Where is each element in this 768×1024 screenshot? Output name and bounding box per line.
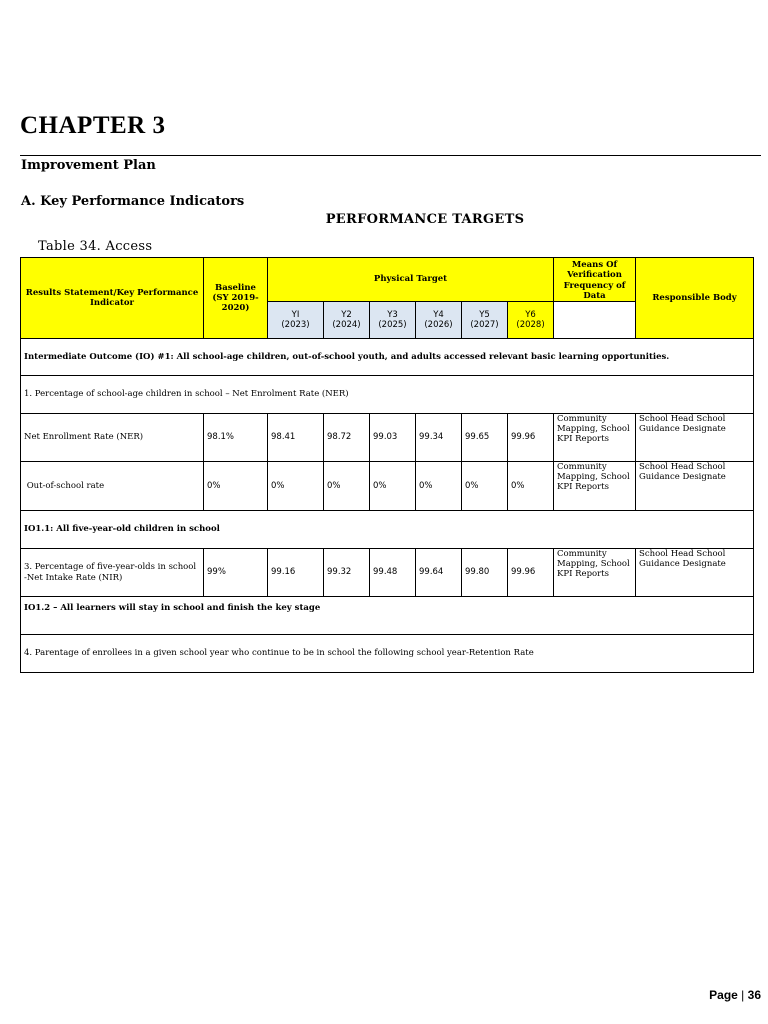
title-rule <box>20 155 761 156</box>
target-cell: 99.96 <box>508 414 554 462</box>
target-cell: 99.64 <box>416 549 462 597</box>
target-cell: 99.03 <box>370 414 416 462</box>
item1-text: 1. Percentage of school-age children in school – Net Enrolment Rate (NER) <box>21 376 754 414</box>
indicator-cell: Net Enrollment Rate (NER) <box>21 414 204 462</box>
subtitle: Improvement Plan <box>21 158 156 173</box>
header-means-blank <box>554 302 636 339</box>
page-separator: | <box>741 988 745 1002</box>
table-row <box>21 414 754 462</box>
target-cell: 99.34 <box>416 414 462 462</box>
baseline-cell: 98.1% <box>204 414 268 462</box>
header-baseline: Baseline (SY 2019-2020) <box>204 258 268 339</box>
io12-text: IO1.2 – All learners will stay in school and finish the key stage <box>21 597 754 635</box>
target-cell: 0% <box>370 462 416 511</box>
io12-row <box>21 597 754 635</box>
target-cell: 99.96 <box>508 549 554 597</box>
header-responsible: Responsible Body <box>636 258 754 339</box>
means-cell: Community Mapping, School KPI Reports <box>554 549 636 597</box>
year-header-y2: Y2 (2024) <box>324 302 370 339</box>
responsible-cell: School Head School Guidance Designate <box>636 462 754 511</box>
table-caption: Table 34. Access <box>38 239 153 254</box>
io11-text: IO1.1: All five-year-old children in school <box>21 511 754 549</box>
year-header-y4: Y4 (2026) <box>416 302 462 339</box>
year-header-y5: Y5 (2027) <box>462 302 508 339</box>
target-cell: 99.32 <box>324 549 370 597</box>
means-cell: Community Mapping, School KPI Reports <box>554 462 636 511</box>
target-cell: 98.41 <box>268 414 324 462</box>
io11-row <box>21 511 754 549</box>
target-cell: 99.16 <box>268 549 324 597</box>
target-cell: 98.72 <box>324 414 370 462</box>
header-row-1 <box>21 258 754 302</box>
target-cell: 0% <box>508 462 554 511</box>
outcome-text: Intermediate Outcome (IO) #1: All school-age children, out-of-school youth, and adults accessed relevant basic learning opportunities. <box>21 339 754 376</box>
target-cell: 0% <box>462 462 508 511</box>
header-means: Means Of Verification Frequency of Data <box>554 258 636 302</box>
header-results: Results Statement/Key Performance Indicator <box>21 258 204 339</box>
means-cell: Community Mapping, School KPI Reports <box>554 414 636 462</box>
target-cell: 0% <box>268 462 324 511</box>
item4-text: 4. Parentage of enrollees in a given school year who continue to be in school the following school year-Retention Rate <box>21 635 754 673</box>
year-header-y1: YI (2023) <box>268 302 324 339</box>
indicator-cell: 3. Percentage of five-year-olds in school -Net Intake Rate (NIR) <box>21 549 204 597</box>
target-cell: 99.80 <box>462 549 508 597</box>
page-number: 36 <box>747 988 761 1002</box>
target-cell: 0% <box>324 462 370 511</box>
outcome-row <box>21 339 754 376</box>
responsible-cell: School Head School Guidance Designate <box>636 414 754 462</box>
item1-row <box>21 376 754 414</box>
table-row <box>21 549 754 597</box>
target-cell: 99.48 <box>370 549 416 597</box>
table-title: PERFORMANCE TARGETS <box>325 212 525 227</box>
year-header-y6: Y6 (2028) <box>508 302 554 339</box>
baseline-cell: 0% <box>204 462 268 511</box>
year-header-y3: Y3 (2025) <box>370 302 416 339</box>
item4-row <box>21 635 754 673</box>
section-heading: A. Key Performance Indicators <box>21 194 245 209</box>
responsible-cell: School Head School Guidance Designate <box>636 549 754 597</box>
header-physical-target: Physical Target <box>268 258 554 302</box>
table-row <box>21 462 754 511</box>
target-cell: 99.65 <box>462 414 508 462</box>
baseline-cell: 99% <box>204 549 268 597</box>
page-label: Page <box>709 988 738 1002</box>
target-cell: 0% <box>416 462 462 511</box>
kpi-table <box>20 257 754 673</box>
page-footer <box>709 988 761 1002</box>
chapter-title: CHAPTER 3 <box>20 112 166 139</box>
indicator-cell: Out-of-school rate <box>21 462 204 511</box>
